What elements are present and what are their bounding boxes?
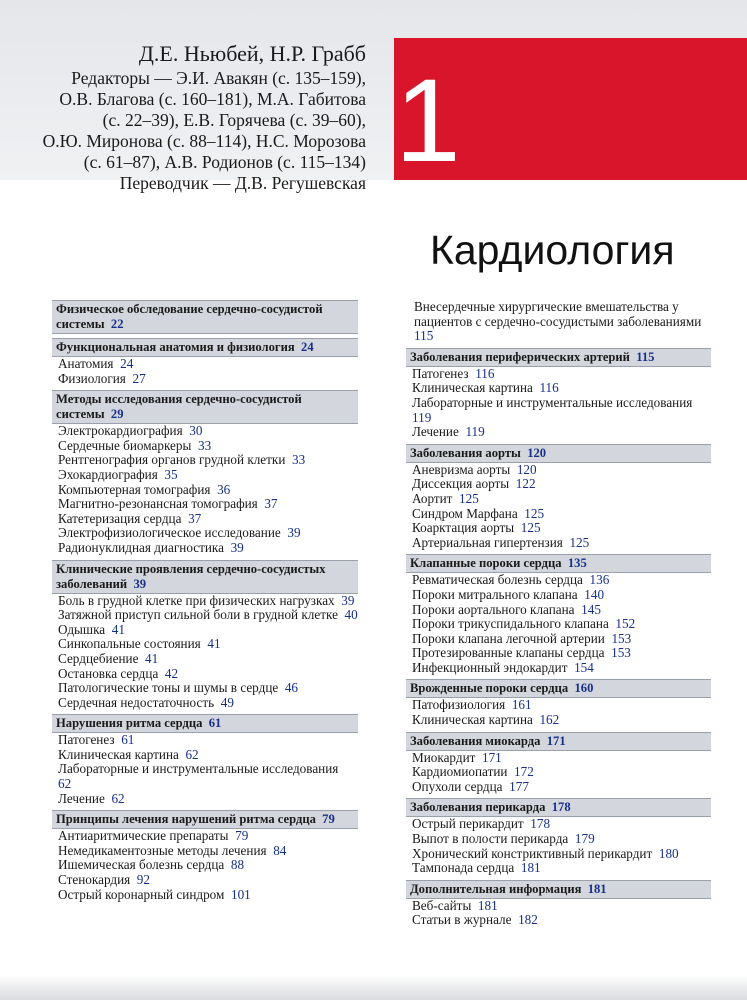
toc-entry-page: 40	[344, 607, 358, 623]
toc-entry[interactable]	[412, 780, 711, 795]
toc-section-title: Заболевания перикарда	[410, 800, 546, 815]
toc-section-title: Физическое обследование сердечно-сосудистой системы	[56, 302, 323, 331]
toc-entry[interactable]	[58, 681, 358, 696]
toc-entry-page: 125	[524, 505, 545, 521]
toc-entry-page: 122	[515, 476, 536, 492]
toc-entry-text: Лабораторные и инструментальные исследования	[58, 761, 339, 777]
toc-entry-text: Патогенез	[58, 732, 115, 748]
toc-entry-page: 172	[514, 764, 534, 780]
toc-entry-text: Патогенез	[412, 365, 469, 381]
toc-entry-text: Ревматическая болезнь сердца	[412, 572, 583, 588]
credit-line: (с. 22–39), Е.В. Горячева (с. 39–60),	[102, 110, 366, 130]
toc-section	[52, 560, 358, 711]
toc-section-heading[interactable]	[52, 714, 358, 733]
toc-entry-text: Пороки клапана легочной артерии	[412, 630, 605, 646]
toc-entry-text: Коарктация аорты	[412, 520, 515, 536]
toc-section-heading[interactable]	[52, 560, 358, 594]
toc-entry-text: Клиническая картина	[412, 380, 533, 396]
toc-section-heading[interactable]	[406, 348, 711, 367]
toc-entry[interactable]	[58, 762, 358, 791]
toc-section	[406, 732, 711, 795]
toc-entry[interactable]	[58, 372, 358, 387]
toc-entry-page: 36	[217, 481, 231, 497]
toc-entry[interactable]	[58, 541, 358, 556]
toc-section-heading[interactable]	[406, 880, 711, 899]
toc-section-heading[interactable]	[52, 338, 358, 357]
toc-entry[interactable]	[58, 829, 358, 844]
toc-entry[interactable]	[58, 453, 358, 468]
toc-section-title: Функциональная анатомия и физиология	[56, 340, 295, 354]
credit-line: О.Ю. Миронова (с. 88–114), Н.С. Морозова	[42, 131, 366, 151]
toc-section	[406, 554, 711, 675]
toc-entry-page: 154	[574, 659, 594, 675]
toc-entry-text: Протезированные клапаны сердца	[412, 645, 605, 661]
toc-entry[interactable]	[412, 477, 711, 492]
toc-entry[interactable]	[58, 667, 358, 682]
toc-entry[interactable]	[412, 861, 711, 876]
toc-entry[interactable]	[58, 792, 358, 807]
toc-section-page: 24	[301, 340, 314, 354]
toc-section	[406, 880, 711, 928]
toc-entry-text: Выпот в полости перикарда	[412, 831, 569, 847]
toc-entry[interactable]	[58, 468, 358, 483]
toc-entry[interactable]	[412, 603, 711, 618]
toc-entry-text: Миокардит	[412, 749, 476, 765]
toc-entry-page: 39	[341, 592, 355, 608]
toc-entry[interactable]	[412, 847, 711, 862]
toc-entry[interactable]	[58, 526, 358, 541]
toc-entry-text: Статьи в журнале	[412, 912, 512, 928]
toc-entry-text: Рентгенография органов грудной клетки	[58, 452, 286, 468]
toc-entry[interactable]	[58, 512, 358, 527]
toc-section-heading[interactable]	[406, 732, 711, 751]
toc-entry-text: Антиаритмические препараты	[58, 828, 229, 844]
toc-section-page: 39	[133, 576, 147, 591]
toc-entry[interactable]	[412, 832, 711, 847]
toc-entry[interactable]	[412, 367, 711, 382]
toc-section-page: 22	[110, 317, 124, 331]
toc-section-page: 160	[574, 681, 594, 696]
toc-section-title: Клапанные пороки сердца	[410, 556, 562, 571]
toc-entry[interactable]	[58, 844, 358, 859]
toc-entry[interactable]	[58, 594, 358, 609]
toc-entry-text: Остановка сердца	[58, 665, 159, 681]
toc-entry-list	[406, 899, 711, 928]
toc-entry[interactable]	[412, 765, 711, 780]
toc-entry-text: Патологические тоны и шумы в сердце	[58, 680, 279, 696]
toc-entry-page: 145	[581, 601, 601, 617]
toc-entry-page: 181	[477, 897, 498, 913]
chapter-credits	[36, 40, 366, 194]
toc-entry[interactable]	[414, 300, 711, 344]
chapter-title: Кардиология	[430, 227, 675, 273]
toc-entry-page: 35	[164, 466, 178, 482]
toc-entry-text: Инфекционный эндокардит	[412, 659, 568, 675]
toc-section-page: 171	[546, 733, 566, 748]
toc-entry-page: 61	[121, 732, 135, 748]
toc-entry-text: Электрокардиография	[58, 423, 183, 439]
toc-entry-text: Хронический констриктивный перикардит	[412, 845, 653, 861]
toc-entry-text: Острый коронарный синдром	[58, 886, 225, 902]
toc-entry-text: Немедикаментозные методы лечения	[58, 842, 267, 858]
authors: Д.Е. Ньюбей, Н.Р. Грабб	[138, 41, 366, 66]
toc-section-page: 115	[636, 349, 655, 364]
toc-entry[interactable]	[412, 661, 711, 676]
toc-entry-page: 24	[120, 356, 134, 371]
toc-entry-page: 37	[188, 510, 202, 526]
toc-entry[interactable]	[412, 617, 711, 632]
toc-entry-page: 30	[189, 423, 203, 439]
toc-entry[interactable]	[58, 733, 358, 748]
toc-entry-page: 125	[520, 520, 541, 536]
toc-entry-text: Физиология	[58, 370, 126, 386]
toc-entry[interactable]	[58, 858, 358, 873]
toc-entry-page: 152	[615, 616, 636, 632]
toc-entry-text: Затяжной приступ сильной боли в грудной клетке	[58, 607, 338, 623]
toc-entry[interactable]	[412, 632, 711, 647]
toc-entry-text: Лабораторные и инструментальные исследования	[412, 394, 693, 410]
toc-entry[interactable]	[412, 573, 711, 588]
toc-entry-text: Внесердечные хирургические вмешательства у пациентов с сердечно-сосудистыми заболеваниями	[414, 299, 702, 329]
toc-entry-text: Диссекция аорты	[412, 476, 510, 492]
toc-entry[interactable]	[412, 507, 711, 522]
toc-entry-list	[52, 357, 358, 386]
toc-entry[interactable]	[58, 357, 358, 372]
credit-line: (с. 61–87), А.В. Родионов (с. 115–134)	[83, 152, 366, 172]
toc-entry-page: 27	[132, 370, 146, 386]
toc-section	[406, 444, 711, 551]
toc-entry-text: Эхокардиография	[58, 466, 158, 482]
toc-section-title: Врожденные пороки сердца	[410, 681, 569, 696]
toc-entry[interactable]	[58, 696, 358, 711]
toc-entry[interactable]	[58, 748, 358, 763]
toc-entry-page: 179	[574, 831, 595, 847]
toc-entry-list	[52, 829, 358, 902]
toc-entry[interactable]	[58, 873, 358, 888]
toc-section-page: 29	[110, 407, 124, 422]
toc-entry-text: Сердечная недостаточность	[58, 694, 215, 710]
toc-entry[interactable]	[412, 536, 711, 551]
toc-entry-text: Кардиомиопатии	[412, 764, 508, 780]
toc-entry-page: 182	[518, 912, 538, 928]
toc-entry[interactable]	[412, 521, 711, 536]
toc-entry-page: 125	[459, 490, 479, 506]
toc-entry-text: Пороки митрального клапана	[412, 586, 578, 602]
credit-line: О.В. Благова (с. 160–181), М.А. Габитова	[59, 89, 366, 109]
toc-section-title: Дополнительная информация	[410, 881, 582, 896]
toc-section-heading[interactable]	[52, 390, 358, 424]
toc-entry-page: 136	[589, 572, 610, 588]
toc-entry[interactable]	[412, 698, 711, 713]
toc-section	[406, 348, 711, 440]
toc-section	[52, 714, 358, 806]
toc-entry[interactable]	[58, 888, 358, 903]
toc-entry-text: Сердечные биомаркеры	[58, 437, 192, 453]
toc-section-title: Заболевания периферических артерий	[410, 349, 630, 364]
toc-entry-list	[52, 424, 358, 555]
credit-line: Редакторы — Э.И. Авакян (с. 135–159),	[71, 68, 366, 88]
toc-entry-text: Компьютерная томография	[58, 481, 211, 497]
toc-entry-text: Клиническая картина	[58, 746, 179, 762]
toc-section-page: 135	[567, 556, 587, 571]
toc-section-heading[interactable]	[52, 810, 358, 829]
toc-entry-page: 37	[264, 496, 278, 512]
toc-entry-page: 178	[530, 816, 551, 832]
toc-entry-page: 33	[292, 452, 306, 468]
toc-entry-text: Лечение	[58, 790, 105, 806]
toc-entry[interactable]	[412, 381, 711, 396]
toc-entry[interactable]	[412, 646, 711, 661]
toc-entry-page: 180	[658, 845, 679, 861]
toc-entry-page: 116	[475, 365, 495, 381]
toc-entry[interactable]	[412, 751, 711, 766]
toc-entry-text: Стенокардия	[58, 872, 131, 888]
toc-entry-text: Сердцебиение	[58, 650, 139, 666]
toc-section	[406, 798, 711, 875]
toc-entry-page: 41	[207, 636, 221, 652]
toc-entry-page: 125	[569, 534, 590, 550]
toc-entry[interactable]	[412, 425, 711, 440]
toc-section-title: Клинические проявления сердечно-сосудистых заболеваний	[56, 561, 326, 591]
toc-entry-page: 101	[230, 886, 251, 902]
toc-entry-text: Радионуклидная диагностика	[58, 539, 224, 555]
toc-section-page: 181	[587, 881, 607, 896]
toc-entry[interactable]	[412, 396, 711, 425]
toc-entry-text: Артериальная гипертензия	[412, 534, 563, 550]
toc-entry-list	[406, 698, 711, 727]
credit-line: Переводчик — Д.В. Регушевская	[119, 173, 366, 193]
toc-section-page: 178	[551, 800, 571, 815]
toc-entry-page: 62	[58, 776, 72, 792]
toc-entry-text: Боль в грудной клетке при физических нагрузках	[58, 592, 335, 608]
toc-section-title: Заболевания аорты	[410, 445, 521, 460]
toc-entry[interactable]	[412, 463, 711, 478]
toc-entry-text: Лечение	[412, 424, 459, 440]
toc-entry-text: Пороки аортального клапана	[412, 601, 575, 617]
toc-entry-text: Ишемическая болезнь сердца	[58, 857, 225, 873]
toc-entry-page: 42	[164, 665, 179, 681]
toc-section-heading[interactable]	[406, 444, 711, 463]
toc-entry-text: Аортит	[412, 490, 453, 506]
toc-section-title: Принципы лечения нарушений ритма сердца	[56, 812, 316, 827]
toc-entry-text: Веб-сайты	[412, 897, 472, 913]
toc-entry-page: 88	[230, 857, 245, 873]
toc-entry-page: 171	[481, 749, 502, 765]
toc-entry[interactable]	[412, 492, 711, 507]
toc-section	[52, 390, 358, 555]
toc-entry-page: 119	[412, 409, 432, 425]
toc-section-title: Заболевания миокарда	[410, 733, 541, 748]
toc-entry-page: 79	[235, 828, 249, 844]
toc-entry-list	[406, 367, 711, 440]
toc-entry-page: 162	[539, 712, 560, 728]
toc-section-heading[interactable]	[52, 300, 358, 334]
toc-entry-text: Одышка	[58, 621, 106, 637]
toc-entry-text: Синкопальные состояния	[58, 636, 201, 652]
toc-entry-page: 33	[197, 437, 212, 453]
toc-entry-page: 84	[273, 842, 287, 858]
toc-entry-page: 49	[220, 694, 234, 710]
toc-section-page: 61	[208, 716, 222, 731]
toc-entry[interactable]	[58, 497, 358, 512]
toc-entry-page: 62	[185, 746, 199, 762]
toc-entry-text: Клиническая картина	[412, 712, 533, 728]
toc-entry-page: 39	[287, 525, 301, 541]
toc-section-title: Методы исследования сердечно-сосудистой системы	[56, 392, 302, 422]
toc-section	[406, 679, 711, 727]
toc-entry-page: 41	[145, 650, 159, 666]
toc-entry[interactable]	[412, 817, 711, 832]
toc-entry-page: 92	[136, 872, 150, 888]
toc-section-heading[interactable]	[406, 554, 711, 573]
toc-section	[52, 300, 358, 334]
toc-entry-list	[406, 817, 711, 875]
toc-right-sections	[406, 348, 711, 928]
toc-section	[52, 338, 358, 386]
toc-entry-page: 62	[111, 790, 125, 806]
toc-entry-page: 181	[520, 860, 541, 876]
toc-entry[interactable]	[412, 899, 711, 914]
toc-section-page: 79	[322, 812, 335, 827]
toc-entry[interactable]	[58, 608, 358, 623]
toc-entry[interactable]	[412, 588, 711, 603]
toc-section-page: 120	[527, 445, 547, 460]
toc-entry-page: 46	[284, 680, 299, 696]
toc-entry-text: Пороки трикуспидального клапана	[412, 616, 609, 632]
toc-right-column	[406, 300, 711, 932]
toc-entry-page: 120	[516, 461, 537, 477]
toc-entry-text: Аневризма аорты	[412, 461, 511, 477]
toc-entry-text: Электрофизиологическое исследование	[58, 525, 281, 541]
toc-section-heading[interactable]	[406, 679, 711, 698]
toc-entry-text: Катетеризация сердца	[58, 510, 182, 526]
toc-entry-text: Синдром Марфана	[412, 505, 518, 521]
toc-entry[interactable]	[412, 713, 711, 728]
toc-entry-list	[52, 594, 358, 711]
toc-entry-text: Опухоли сердца	[412, 778, 503, 794]
toc-entry-page: 39	[230, 539, 244, 555]
toc-lead-entries	[406, 300, 711, 344]
toc-entry-text: Тампонада сердца	[412, 860, 515, 876]
toc-entry[interactable]	[58, 483, 358, 498]
toc-entry[interactable]	[58, 623, 358, 638]
toc-entry-list	[52, 733, 358, 806]
toc-entry-text: Острый перикардит	[412, 816, 524, 832]
chapter-number: 1	[395, 55, 461, 187]
toc-entry-list	[406, 463, 711, 551]
toc-entry-list	[406, 573, 711, 675]
toc-entry-page: 153	[611, 645, 631, 661]
toc-entry-page: 116	[539, 380, 559, 396]
toc-entry-page: 153	[611, 630, 632, 646]
toc-entry-page: 115	[414, 328, 434, 344]
toc-entry[interactable]	[58, 637, 358, 652]
toc-entry-page: 119	[465, 424, 485, 440]
toc-left-column	[52, 300, 358, 906]
toc-section-title: Нарушения ритма сердца	[56, 716, 203, 731]
toc-entry-page: 177	[509, 778, 529, 794]
toc-section-heading[interactable]	[406, 798, 711, 817]
toc-entry[interactable]	[58, 439, 358, 454]
toc-entry-text: Анатомия	[58, 356, 114, 371]
toc-entry[interactable]	[58, 424, 358, 439]
toc-entry[interactable]	[412, 913, 711, 928]
toc-entry-page: 161	[511, 697, 532, 713]
toc-entry-text: Патофизиология	[412, 697, 506, 713]
page-edge-shadow	[0, 975, 747, 1000]
toc-entry[interactable]	[58, 652, 358, 667]
toc-entry-list	[406, 751, 711, 795]
toc-entry-page: 41	[111, 621, 125, 637]
toc-section	[52, 810, 358, 902]
toc-entry-page: 140	[584, 586, 605, 602]
toc-entry-text: Магнитно-резонансная томография	[58, 496, 258, 512]
